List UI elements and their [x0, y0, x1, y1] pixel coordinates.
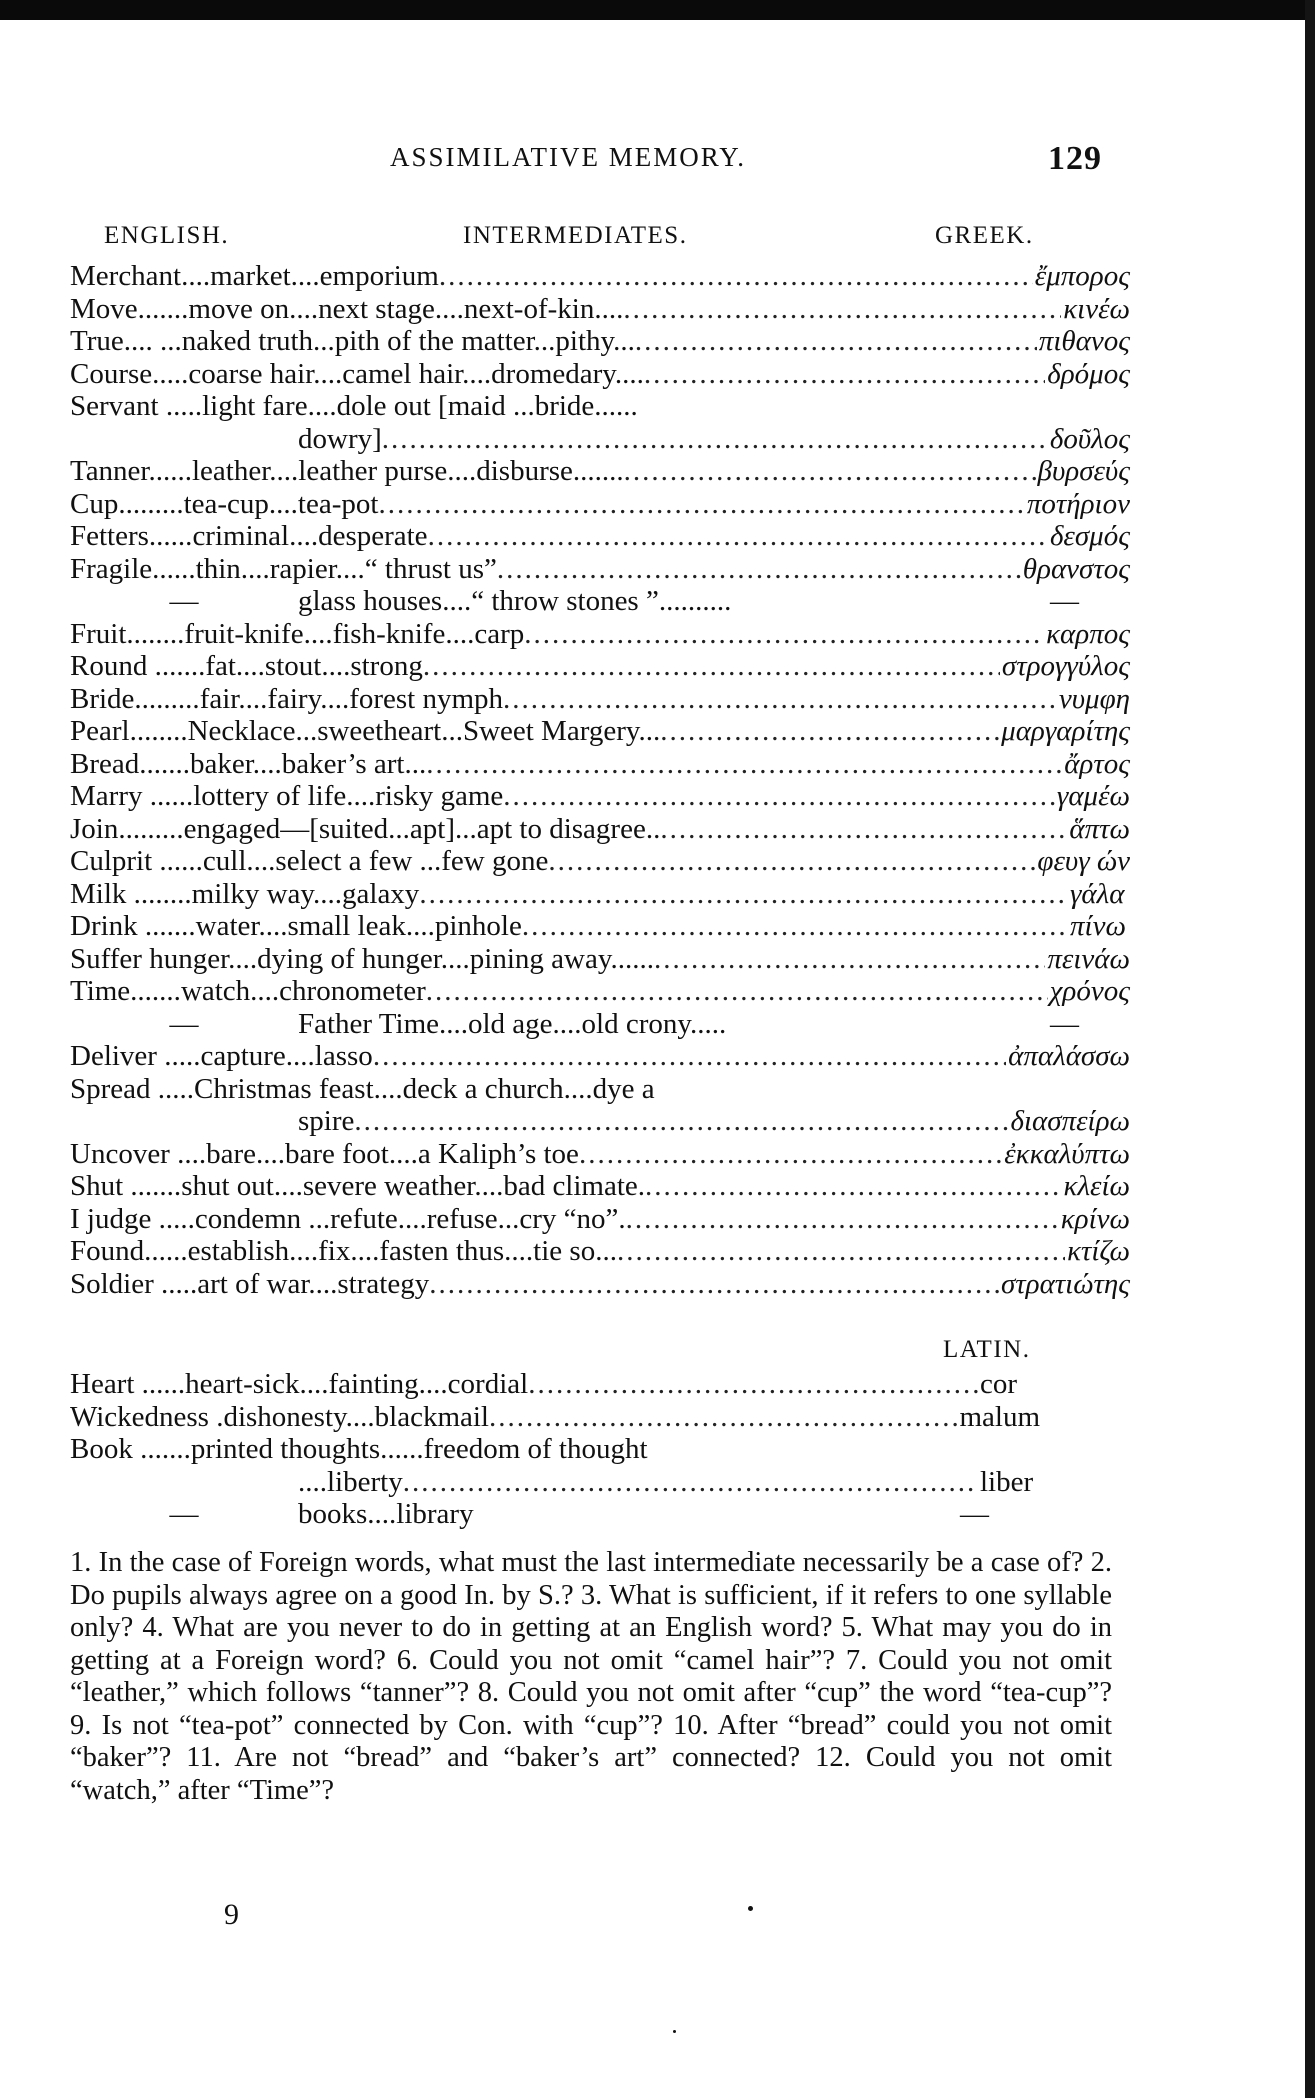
- english-word: Course.....: [70, 357, 189, 390]
- intermediate-chain: art of war....strategy: [197, 1267, 430, 1300]
- table-row: [70, 390, 1130, 423]
- target-word: κρίνω: [1060, 1202, 1130, 1235]
- table-row: [70, 1466, 1040, 1499]
- intermediate-chain: glass houses....“ throw stones ”..........: [298, 585, 732, 617]
- dot-leader: [623, 293, 1061, 326]
- target-word: δρόμος: [1047, 357, 1130, 390]
- english-word: Marry ......: [70, 780, 194, 812]
- target-word: φευγ ών: [1037, 845, 1130, 877]
- target-word: δεσμός: [1049, 520, 1130, 552]
- english-word: Pearl........: [70, 715, 188, 747]
- greek-word-table: [70, 260, 1130, 1300]
- intermediate-chain: dowry]: [298, 422, 382, 455]
- table-row: [70, 943, 1130, 976]
- ink-speck: [748, 1906, 753, 1911]
- target-word: liber: [980, 1465, 1034, 1498]
- table-row: [70, 1498, 1040, 1531]
- english-word: —: [169, 585, 199, 617]
- target-word: ἐκκαλύπτω: [1004, 1137, 1130, 1170]
- table-row: [70, 1433, 1040, 1466]
- intermediate-chain: bare....bare foot....a Kaliph’s toe: [206, 1137, 579, 1170]
- intermediate-chain: Father Time....old age....old crony.....: [298, 1007, 727, 1040]
- dot-leader: [354, 1105, 1008, 1138]
- table-row: [70, 1040, 1130, 1073]
- intermediate-chain: market....emporium: [210, 260, 439, 292]
- english-word: Fragile......: [70, 552, 196, 585]
- dot-leader: [660, 813, 1067, 846]
- target-word: δοῦλος: [1049, 422, 1130, 455]
- table-row: [70, 1073, 1130, 1106]
- english-word: True.... ...: [70, 325, 182, 357]
- intermediate-chain: thin....rapier....“ thrust us”: [195, 552, 497, 585]
- english-word: Shut .......: [70, 1170, 182, 1202]
- intermediate-chain: books....library: [298, 1498, 474, 1530]
- english-word: Move.......: [70, 292, 189, 325]
- target-word: στρογγύλος: [1001, 650, 1130, 682]
- target-word: γαμέω: [1056, 780, 1130, 812]
- english-word: Fruit........: [70, 617, 185, 650]
- english-word: Round .......: [70, 650, 206, 682]
- english-word: I judge .....: [70, 1202, 195, 1235]
- dot-leader: [654, 943, 1045, 976]
- english-word: Servant .....: [70, 390, 203, 422]
- intermediate-chain: fair....fairy....forest nymph: [199, 682, 504, 715]
- table-row: [70, 683, 1130, 716]
- table-row: [70, 618, 1130, 651]
- target-word: χρόνος: [1049, 975, 1130, 1007]
- target-word: καρπος: [1046, 617, 1130, 650]
- column-header-latin: LATIN.: [943, 1336, 1031, 1363]
- table-row: [70, 520, 1130, 553]
- intermediate-chain: ....liberty: [298, 1465, 403, 1498]
- intermediate-chain: engaged—[suited...apt]...apt to disagree..: [183, 812, 661, 845]
- english-word: Fetters......: [70, 520, 193, 552]
- intermediate-chain: naked truth...pith of the matter...pithy...: [181, 325, 635, 357]
- table-row: [70, 1008, 1130, 1041]
- column-header-english: ENGLISH.: [104, 222, 230, 249]
- table-row: [70, 553, 1130, 586]
- intermediate-chain: coarse hair....camel hair....dromedary....: [188, 357, 644, 390]
- english-word: Deliver .....: [70, 1040, 201, 1072]
- target-word: malum: [959, 1400, 1040, 1433]
- dot-leader: [524, 618, 1044, 651]
- intermediate-chain: light fare....dole out [maid ...bride......: [202, 390, 638, 422]
- dot-leader: [429, 1268, 999, 1301]
- page-number: 129: [1048, 140, 1102, 177]
- ink-speck: [673, 2030, 676, 2033]
- table-row: [70, 715, 1130, 748]
- english-word: Milk ........: [70, 877, 192, 910]
- english-word: Heart ......: [70, 1368, 186, 1400]
- target-word: διασπείρω: [1010, 1105, 1130, 1137]
- signature-mark: 9: [224, 1898, 239, 1931]
- table-row: [70, 1203, 1130, 1236]
- table-row: [70, 1235, 1130, 1268]
- table-row: [70, 1138, 1130, 1171]
- intermediate-chain: dishonesty....blackmail: [223, 1400, 489, 1433]
- english-word: Cup.........: [70, 487, 184, 520]
- target-dash: —: [1050, 585, 1079, 617]
- column-header-intermediates: INTERMEDIATES.: [463, 222, 688, 249]
- english-word: Spread .....: [70, 1072, 195, 1105]
- dot-leader: [378, 488, 1024, 521]
- english-word: Drink .......: [70, 910, 196, 942]
- intermediate-chain: lottery of life....risky game: [193, 780, 504, 812]
- english-word: Suffer hunger....: [70, 942, 258, 975]
- table-row: [70, 293, 1130, 326]
- intermediate-chain: tea-cup....tea-pot: [183, 487, 379, 520]
- dot-leader: [497, 553, 1021, 586]
- dot-leader: [522, 910, 1068, 943]
- target-word: πιθανος: [1038, 325, 1130, 357]
- intermediate-chain: capture....lasso: [200, 1040, 373, 1072]
- english-word: —: [169, 1007, 199, 1040]
- dot-leader: [660, 715, 999, 748]
- intermediate-chain: fat....stout....strong: [205, 650, 423, 682]
- table-row: [70, 1401, 1040, 1434]
- target-word: γάλα: [1070, 877, 1125, 910]
- dot-leader: [489, 1401, 957, 1434]
- english-word: Uncover ....: [70, 1137, 207, 1170]
- intermediate-chain: printed thoughts......freedom of thought: [190, 1433, 648, 1465]
- target-word: θρανστος: [1022, 552, 1130, 585]
- english-word: Merchant....: [70, 260, 211, 292]
- target-word: στρατιώτης: [1000, 1267, 1130, 1300]
- intermediate-chain: dying of hunger....pining away......: [257, 942, 654, 975]
- english-word: Bread.......: [70, 747, 190, 780]
- target-word: ἔμπορος: [1034, 260, 1130, 292]
- target-word: κτίζω: [1067, 1235, 1130, 1267]
- english-word: Found......: [70, 1235, 188, 1267]
- target-dash: —: [960, 1498, 989, 1530]
- english-word: Culprit ......: [70, 845, 203, 877]
- intermediate-chain: Christmas feast....deck a church....dye a: [194, 1072, 655, 1105]
- target-word: πεινάω: [1047, 942, 1130, 975]
- intermediate-chain: spire: [298, 1105, 355, 1137]
- target-word: πίνω: [1070, 910, 1126, 942]
- table-row: [70, 845, 1130, 878]
- dot-leader: [403, 1466, 978, 1499]
- target-dash: —: [1050, 1007, 1079, 1040]
- english-word: Soldier .....: [70, 1267, 198, 1300]
- dot-leader: [579, 1138, 1002, 1171]
- target-word: ποτήριον: [1026, 487, 1130, 520]
- table-row: [70, 813, 1130, 846]
- english-word: Book .......: [70, 1433, 191, 1465]
- intermediate-chain: establish....fix....fasten thus....tie so...: [187, 1235, 617, 1267]
- dot-leader: [382, 423, 1048, 456]
- intermediate-chain: criminal....desperate: [192, 520, 428, 552]
- english-word: Bride.........: [70, 682, 200, 715]
- target-word: ἀπαλάσσω: [1008, 1040, 1130, 1072]
- dot-leader: [426, 975, 1048, 1008]
- review-questions: 1. In the case of Foreign words, what must the last intermediate necessarily be a case of? 2. Do pupils always agree on a good In. by S.? 3. What is sufficient, if it refers to one syllable only? 4. What are you never to do in getting at an English word? 5. What may you do in getting at a Foreign word? 6. Could you not omit “camel hair”? 7. Could you not omit “leather,” which follows “tanner”? 8. Could you not omit after “cup” the word “tea-cup”? 9. Is not “tea-pot” connected by Con. with “cup”? 10. After “bread” could you not omit “baker”? 11. Are not “bread” and “baker’s art” connected? 12. Could you not omit “watch,” after “Time”?: [70, 1547, 1112, 1806]
- table-row: [70, 488, 1130, 521]
- table-row: [70, 1170, 1130, 1203]
- dot-leader: [419, 878, 1068, 911]
- running-title: ASSIMILATIVE MEMORY.: [390, 142, 747, 172]
- dot-leader: [626, 1203, 1059, 1236]
- table-row: [70, 358, 1130, 391]
- target-word: κινέω: [1063, 292, 1130, 325]
- column-header-greek: GREEK.: [935, 222, 1034, 249]
- intermediate-chain: Necklace...sweetheart...Sweet Margery...: [187, 715, 661, 747]
- table-row: [70, 1268, 1130, 1301]
- table-row: [70, 325, 1130, 358]
- dot-leader: [503, 780, 1055, 813]
- english-word: —: [169, 1498, 199, 1530]
- dot-leader: [423, 650, 1000, 683]
- intermediate-chain: condemn ...refute....refuse...cry “no”.: [194, 1202, 626, 1235]
- table-row: [70, 260, 1130, 293]
- table-row: [70, 423, 1130, 456]
- dot-leader: [439, 260, 1033, 293]
- intermediate-chain: shut out....severe weather....bad climate.: [181, 1170, 646, 1202]
- dot-leader: [428, 520, 1048, 553]
- target-word: cor: [980, 1368, 1018, 1400]
- english-word: Tanner......: [70, 455, 192, 487]
- target-word: βυρσεύς: [1037, 455, 1130, 487]
- table-row: [70, 910, 1130, 943]
- target-word: ἄρτος: [1064, 747, 1130, 780]
- table-row: [70, 585, 1130, 618]
- dot-leader: [617, 1235, 1065, 1268]
- table-row: [70, 650, 1130, 683]
- table-row: [70, 780, 1130, 813]
- english-word: Wickedness .: [70, 1400, 224, 1433]
- intermediate-chain: move on....next stage....next-of-kin....: [188, 292, 624, 325]
- intermediate-chain: leather....leather purse....disburse.......: [192, 455, 624, 487]
- intermediate-chain: water....small leak....pinhole: [195, 910, 522, 942]
- dot-leader: [624, 455, 1036, 488]
- intermediate-chain: heart-sick....fainting....cordial: [185, 1368, 529, 1400]
- english-word: Join.........: [70, 812, 184, 845]
- english-word: Time.......: [70, 975, 181, 1007]
- table-row: [70, 1368, 1040, 1401]
- table-row: [70, 1105, 1130, 1138]
- table-row: [70, 878, 1130, 911]
- intermediate-chain: baker....baker’s art...: [190, 747, 427, 780]
- table-row: [70, 455, 1130, 488]
- dot-leader: [373, 1040, 1006, 1073]
- intermediate-chain: milky way....galaxy: [191, 877, 420, 910]
- dot-leader: [528, 1368, 978, 1401]
- intermediate-chain: watch....chronometer: [180, 975, 426, 1007]
- intermediate-chain: fruit-knife....fish-knife....carp: [184, 617, 525, 650]
- dot-leader: [635, 325, 1037, 358]
- dot-leader: [645, 1170, 1062, 1203]
- latin-word-table: [70, 1368, 1040, 1531]
- target-word: μαργαρίτης: [1001, 715, 1130, 747]
- intermediate-chain: cull....select a few ...few gone: [202, 845, 549, 877]
- table-row: [70, 975, 1130, 1008]
- dot-leader: [503, 683, 1057, 716]
- dot-leader: [426, 748, 1062, 781]
- dot-leader: [644, 358, 1045, 391]
- target-word: νυμφη: [1058, 682, 1130, 715]
- dot-leader: [548, 845, 1035, 878]
- target-word: ἅπτω: [1069, 812, 1130, 845]
- target-word: κλείω: [1063, 1170, 1130, 1202]
- table-row: [70, 748, 1130, 781]
